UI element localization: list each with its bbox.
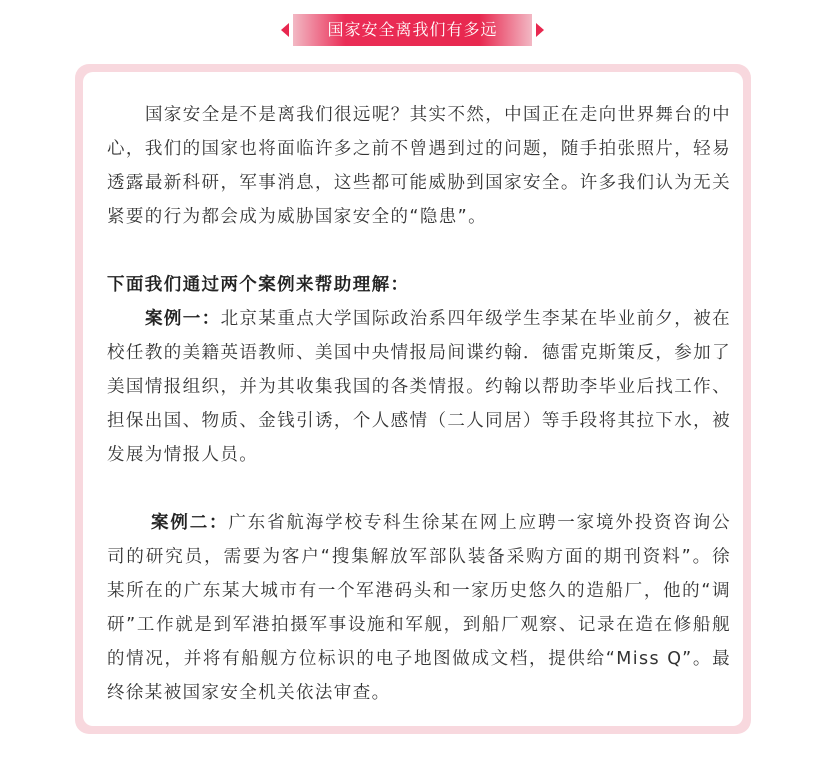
intro-paragraph: 国家安全是不是离我们很远呢？其实不然，中国正在走向世界舞台的中心，我们的国家也将面临许多之前不曾遇到过的问题，随手拍张照片，轻易透露最新科研，军事消息，这些都可能威胁到国家安全。许多我们认为无关紧要的行为都会成为威胁国家安全的“隐患”。 <box>107 105 731 227</box>
article-content <box>107 98 731 710</box>
paragraph-spacer <box>107 234 731 268</box>
case2-text: 广东省航海学校专科生徐某在网上应聘一家境外投资咨询公司的研究员，需要为客户“搜集解放军部队装备采购方面的期刊资料”。徐某所在的广东某大城市有一个军港码头和一家历史悠久的造船厂，他的“调研”工作就是到军港拍摄军事设施和军舰，到船厂观察、记录在造在修船舰的情况，并将有船舰方位标识的电子地图做成文档，提供给“Miss Q”。最终徐某被国家安全机关依法审查。 <box>107 513 731 703</box>
case1-label: 案例一： <box>145 309 221 329</box>
cases-heading: 下面我们通过两个案例来帮助理解： <box>107 275 410 295</box>
case2-label: 案例二： <box>151 513 229 533</box>
banner-title: 国家安全离我们有多远 <box>327 20 498 39</box>
title-banner <box>281 14 544 46</box>
paragraph-spacer <box>107 472 731 506</box>
case1-text: 北京某重点大学国际政治系四年级学生李某在毕业前夕，被在校任教的美籍英语教师、美国中央情报局间谍约翰．德雷克斯策反，参加了美国情报组织，并为其收集我国的各类情报。约翰以帮助李毕业后找工作、担保出国、物质、金钱引诱，个人感情（二人同居）等手段将其拉下水，被发展为情报人员。 <box>107 309 731 465</box>
article-card <box>75 64 751 734</box>
article-card-inner <box>83 72 743 726</box>
case1-paragraph <box>107 302 731 472</box>
case2-paragraph <box>107 506 731 710</box>
